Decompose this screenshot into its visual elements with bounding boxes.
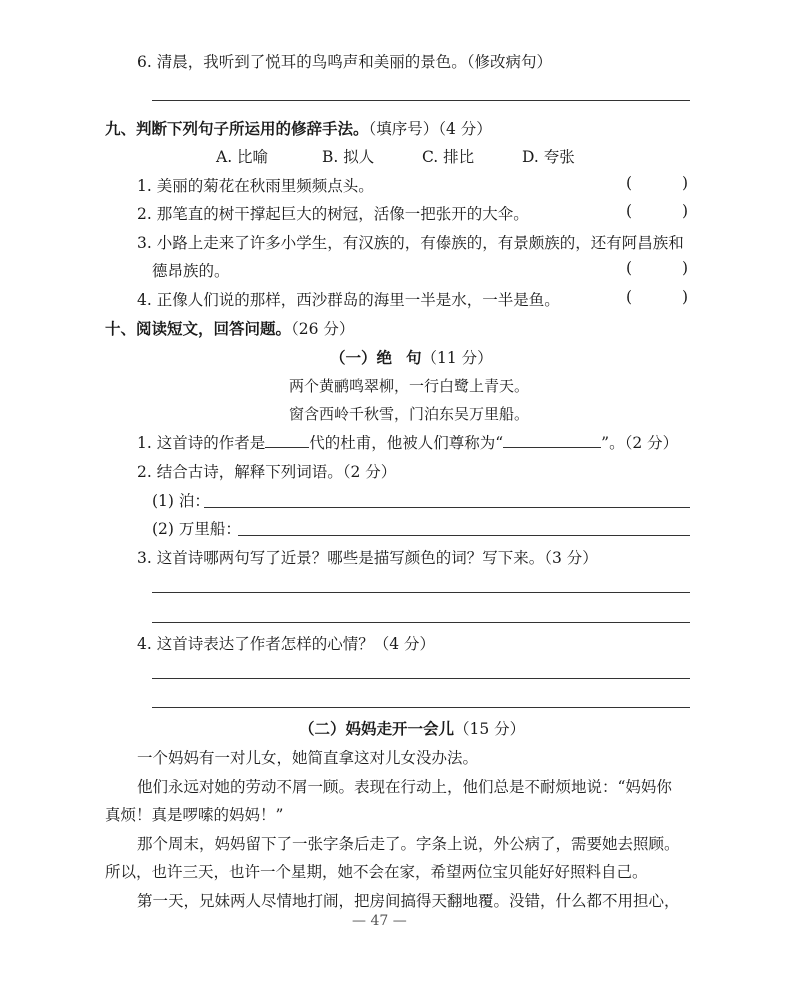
q1-text-a: 1. 这首诗的作者是 [137, 434, 266, 452]
q1-text-b: 代的杜甫，他被人们尊称为“ [309, 434, 504, 452]
passage-paragraph-3: 那个周末，妈妈留下了一张字条后走了。字条上说，外公病了，需要她去照顾。 [137, 835, 680, 853]
answer-line-q2-2[interactable] [238, 535, 690, 536]
question-3: 3. 这首诗哪两句写了近景？哪些是描写颜色的词？写下来。（3 分） [137, 549, 598, 567]
answer-paren-3[interactable] [626, 259, 688, 277]
question-4: 4. 这首诗表达了作者怎样的心情？（4 分） [137, 635, 436, 653]
sec9-item-2: 2. 那笔直的树干撑起巨大的树冠，活像一把张开的大伞。 [137, 205, 529, 223]
passage-paragraph-3-cont: 所以，也许三天，也许一个星期，她不会在家，希望两位宝贝能好好照料自己。 [105, 863, 648, 881]
answer-line-q2-1[interactable] [204, 507, 690, 508]
option-c: C. 排比 [422, 148, 475, 166]
part2-title-text: （二）妈妈走开一会儿 [299, 720, 455, 738]
answer-paren-2[interactable] [626, 202, 688, 220]
part2-score: （15 分） [454, 720, 526, 738]
poem-line-1: 两个黄鹂鸣翠柳，一行白鹭上青天。 [289, 377, 530, 395]
part1-title-b: 句 [406, 349, 422, 367]
paren-open: ( [626, 202, 633, 220]
question-2: 2. 结合古诗，解释下列词语。（2 分） [137, 463, 397, 481]
option-d: D. 夸张 [522, 148, 575, 166]
paren-close: ) [681, 288, 688, 306]
paren-open: ( [626, 288, 633, 306]
sec9-item-3-cont: 德昂族的。 [152, 262, 230, 280]
section-9-title [105, 117, 492, 139]
passage-paragraph-2: 他们永远对她的劳动不屑一顾。表现在行动上，他们总是不耐烦地说：“妈妈你 [137, 778, 672, 796]
answer-line-q6[interactable] [152, 100, 690, 101]
section-10-score: （26 分） [291, 320, 355, 338]
part2-title [299, 717, 525, 739]
paren-close: ) [681, 174, 688, 192]
paren-close: ) [681, 202, 688, 220]
question-6: 6. 清晨，我听到了悦耳的鸟鸣声和美丽的景色。（修改病句） [137, 53, 552, 71]
section-9-title-text: 九、判断下列句子所运用的修辞手法。 [105, 120, 369, 138]
passage-paragraph-4: 第一天，兄妹两人尽情地打闹，把房间搞得天翻地覆。没错，什么都不用担心， [137, 892, 680, 910]
section-10-title-text: 十、阅读短文，回答问题。 [105, 320, 292, 338]
q2-sub-1-label: (1) 泊： [152, 492, 210, 510]
answer-line-q3-1[interactable] [152, 592, 690, 593]
passage-paragraph-1: 一个妈妈有一对儿女，她简直拿这对儿女没办法。 [137, 749, 479, 767]
paren-close: ) [681, 259, 688, 277]
answer-line-q4-2[interactable] [152, 707, 690, 708]
option-b: B. 拟人 [322, 148, 375, 166]
poem-line-2: 窗含西岭千秋雪，门泊东吴万里船。 [289, 405, 530, 423]
page-number: — 47 — [352, 913, 407, 929]
sec9-item-4: 4. 正像人们说的那样，西沙群岛的海里一半是水，一半是鱼。 [137, 291, 560, 309]
option-a: A. 比喻 [216, 148, 269, 166]
q1-blank-title[interactable] [503, 433, 601, 448]
answer-line-q3-2[interactable] [152, 622, 690, 623]
sec9-item-1: 1. 美丽的菊花在秋雨里频频点头。 [137, 177, 374, 195]
paren-open: ( [626, 174, 633, 192]
part1-title [330, 346, 493, 368]
q1-blank-dynasty[interactable] [265, 433, 309, 448]
section-10-title [105, 317, 354, 339]
q1-text-c: ”。（2 分） [601, 434, 679, 452]
sec9-item-3: 3. 小路上走来了许多小学生，有汉族的，有傣族的，有景颇族的，还有阿昌族和 [137, 234, 684, 252]
answer-paren-4[interactable] [626, 288, 688, 306]
answer-paren-1[interactable] [626, 174, 688, 192]
part1-score: （11 分） [421, 349, 493, 367]
answer-line-q4-1[interactable] [152, 678, 690, 679]
section-9-note: （填序号）（4 分） [368, 120, 492, 138]
question-1 [137, 431, 678, 453]
paren-open: ( [626, 259, 633, 277]
part1-title-a: （一）绝 [330, 349, 393, 367]
passage-paragraph-2-cont: 真烦！真是啰嗦的妈妈！” [105, 806, 284, 824]
q2-sub-2-label: (2) 万里船： [152, 520, 241, 538]
